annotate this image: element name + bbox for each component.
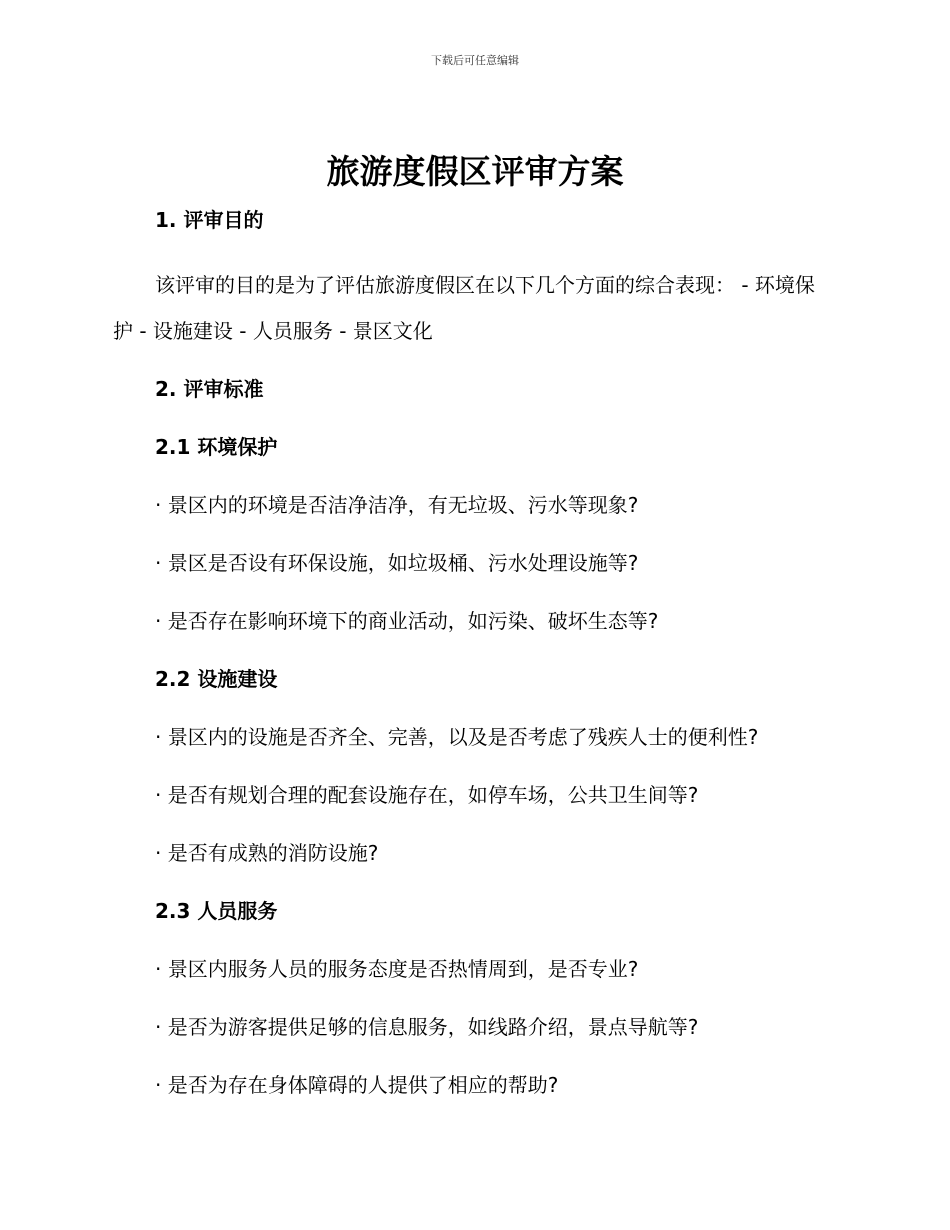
list-item: · 景区内服务人员的服务态度是否热情周到，是否专业? bbox=[155, 957, 639, 981]
list-item: · 景区是否设有环保设施，如垃圾桶、污水处理设施等? bbox=[155, 551, 639, 575]
document-title: 旅游度假区评审方案 bbox=[326, 152, 624, 191]
page-header-note: 下载后可任意编辑 bbox=[431, 54, 519, 67]
subsection-heading-environment: 2.1 环境保护 bbox=[155, 435, 278, 459]
purpose-paragraph: 该评审的目的是为了评估旅游度假区在以下几个方面的综合表现： - 环境保护 - 设施建设 - 人员服务 - 景区文化 bbox=[113, 273, 815, 343]
list-item: · 是否为游客提供足够的信息服务，如线路介绍，景点导航等? bbox=[155, 1015, 699, 1039]
list-item: · 是否有成熟的消防设施? bbox=[155, 841, 379, 865]
section-heading-purpose: 1. 评审目的 bbox=[155, 208, 264, 232]
list-item: · 是否存在影响环境下的商业活动，如污染、破坏生态等? bbox=[155, 609, 659, 633]
list-item: · 是否为存在身体障碍的人提供了相应的帮助? bbox=[155, 1073, 559, 1097]
list-item: · 是否有规划合理的配套设施存在，如停车场，公共卫生间等? bbox=[155, 783, 699, 807]
section-heading-criteria: 2. 评审标准 bbox=[155, 377, 264, 401]
subsection-heading-facilities: 2.2 设施建设 bbox=[155, 667, 278, 691]
subsection-heading-staff-service: 2.3 人员服务 bbox=[155, 899, 278, 923]
document-body bbox=[113, 205, 833, 1100]
list-item: · 景区内的环境是否洁净洁净，有无垃圾、污水等现象? bbox=[155, 493, 639, 517]
list-item: · 景区内的设施是否齐全、完善，以及是否考虑了残疾人士的便利性? bbox=[155, 725, 759, 749]
